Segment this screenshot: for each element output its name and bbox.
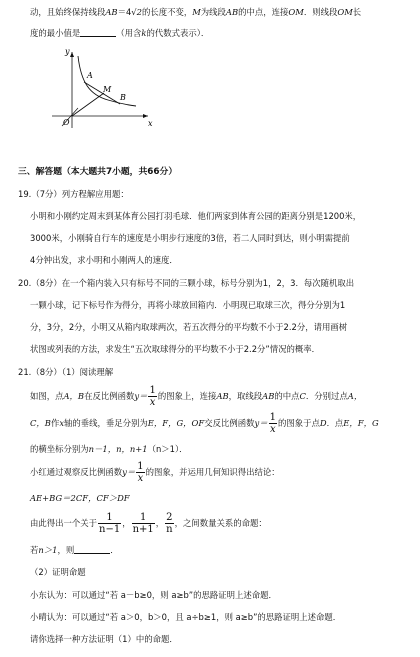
q19-head: 19.（7分）列方程解应用题： <box>18 189 129 199</box>
q21-part2-head: （2）证明命题 <box>30 567 86 577</box>
q21-xiaodong: 小东认为：可以通过“若 a－b≥0，则 a≥b”的思路证明上述命题． <box>30 590 277 600</box>
q20-line-1: 20.（8分）在一个箱内装入只有标号不同的三颗小球，标号分别为1，2，3．每次随机取出 <box>18 278 355 288</box>
section-heading: 三、解答题（本大题共7小题，共66分） <box>18 167 178 177</box>
fraction-2-over-n: $\frac{2}{n}$ <box>166 512 173 535</box>
q20-line-3: 分，3分，2分，小明又从箱内取球两次，若五次得分的平均数不小于2.2分，请用画树 <box>30 322 348 332</box>
segment-om <box>72 93 104 116</box>
segment-ab <box>84 82 120 104</box>
hyperbola-curve <box>78 56 136 106</box>
label-x: x <box>148 119 153 128</box>
label-y: y <box>65 48 70 56</box>
fraction-1-over-x-2: $\frac{1}{x}$ <box>269 412 276 435</box>
fraction-1-over-x-3: $\frac{1}{x}$ <box>137 461 144 484</box>
q21-para-7: 若n＞1，则 ． <box>30 545 119 555</box>
q21-head: 21.（8分）（1）阅读理解 <box>18 367 114 377</box>
y-axis-arrow <box>70 52 74 57</box>
q21-para-2: C，B作x轴的垂线，垂足分别为E，F，G，OF交反比例函数y＝ $\frac{1}{x}$ 的图象于点D．点E，F，G <box>30 412 379 435</box>
q20-line-2: 一颗小球，记下标号作为得分，再将小球放回箱内．小明现已取球三次，得分分别为1 <box>30 300 346 310</box>
q21-xiaoqing: 小晴认为：可以通过“若 a＞0，b＞0，且 a÷b≥1，则 a≥b”的思路证明上述命题． <box>30 612 342 622</box>
q21-conclusion: AE+BG＝2CF，CF＞DF <box>30 493 130 503</box>
q19-line-3: 4分钟出发，求小明和小刚两人的速度． <box>30 255 178 265</box>
label-m: M <box>103 85 112 94</box>
q20-line-4: 状图或列表的方法，求发生“五次取球得分的平均数不小于2.2分”情况的概率． <box>30 344 320 354</box>
hyperbola-figure <box>50 48 160 130</box>
problem-line-2: 度的最小值是 （用含k的代数式表示）． <box>30 28 210 38</box>
fraction-1-over-n-minus-1: $\frac{1}{n-1}$ <box>99 512 121 535</box>
answer-blank <box>80 27 116 37</box>
label-b: B <box>120 93 126 102</box>
label-o: O <box>63 118 70 127</box>
q21-para-3: 的横坐标分别为n－1，n，n+1（n＞1）． <box>30 444 188 454</box>
q21-para-6: 由此得出一个关于 $\frac{1}{n-1}$ ， $\frac{1}{n+1}$ ， $\frac{2}{n}$ ，之间数量关系的命题： <box>30 512 267 535</box>
q21-para-1: 如图，点A，B在反比例函数y＝ $\frac{1}{x}$ 的图象上，连接AB，取线段AB的中点C．分别过点A， <box>30 385 363 408</box>
answer-blank-2 <box>74 544 110 554</box>
q19-line-2: 3000米，小刚骑自行车的速度是小明步行速度的3倍，若二人同时到达，则小明需提前 <box>30 233 350 243</box>
problem-line-1: 动，且始终保持线段AB＝4√2的长度不变，M为线段AB的中点，连接OM．则线段OM长 <box>30 7 362 17</box>
fraction-1-over-x: $\frac{1}{x}$ <box>149 385 156 408</box>
q21-para-4: 小红通过观察反比例函数y＝ $\frac{1}{x}$ 的图象，并运用几何知识得出结论： <box>30 461 280 484</box>
label-a: A <box>87 71 93 80</box>
x-axis-arrow <box>143 114 148 118</box>
q21-instruction: 请你选择一种方法证明（1）中的命题． <box>30 634 178 644</box>
q19-line-1: 小明和小刚约定周末到某体育公园打羽毛球．他们两家到体育公园的距离分别是1200米， <box>30 211 362 221</box>
fraction-1-over-n-plus-1: $\frac{1}{n+1}$ <box>132 512 154 535</box>
